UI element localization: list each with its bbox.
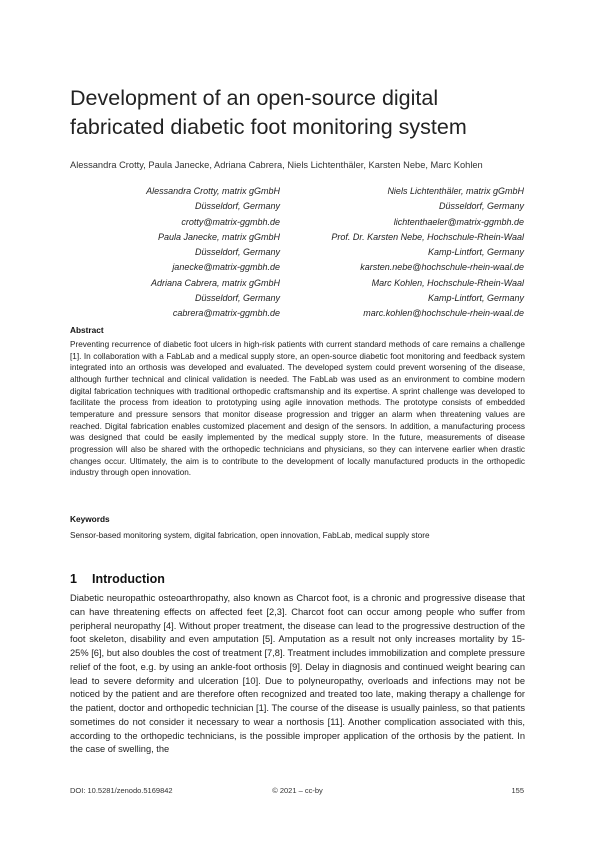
page-number: 155 (511, 786, 524, 795)
author-list: Alessandra Crotty, Paula Janecke, Adriana Cabrera, Niels Lichtenthäler, Karsten Nebe, Marc Kohlen (70, 160, 483, 170)
affiliation-city: Düsseldorf, Germany (194, 201, 280, 212)
affiliation-block (30, 230, 280, 276)
affiliation-name: Prof. Dr. Karsten Nebe, Hochschule-Rhein-Waal (331, 231, 524, 242)
footer-license: © 2021 – cc-by (272, 786, 323, 795)
keywords-body: Sensor-based monitoring system, digital fabrication, open innovation, FabLab, medical supply store (70, 531, 430, 540)
affiliations-right (274, 184, 524, 322)
footer-doi[interactable]: DOI: 10.5281/zenodo.5169842 (70, 786, 173, 795)
affiliation-city: Kamp-Lintfort, Germany (427, 247, 524, 258)
affiliation-email[interactable]: marc.kohlen@hochschule-rhein-waal.de (363, 308, 524, 319)
introduction-body: Diabetic neuropathic osteoarthropathy, also known as Charcot foot, is a chronic and progressive disease that can have threatening effects on affected feet [2,3]. Charcot foot can occur among people who suffer from peripheral neuropathy [4]. Without proper treatment, the disease can lead to the progressive destruction of the foot skeleton, disability and even amputation [5]. Amputation as a result not only increases mortality by 15-25% [6], but also doubles the cost of treatment [7,8]. Treatment includes immobilization and complete pressure relief of the foot, e.g. by using an ankle-foot orthosis [9]. Delay in diagnosis and continued weight bearing can lead to severe deformity and ulceration [10]. Due to polyneuropathy, overloads and infections may not be noticed by the patient and are therefore often recognized and treated too late, making therapy a challenge for the patient, doctor and orthopedic technician [1]. The course of the disease is usually painless, so that patients sometimes do not consider it necessary to wear a northosis [11]. Another complication associated with this, according to the orthopedic technicians, is the possible improper application of the orthosis by the patient. In the case of swelling, the (70, 593, 525, 755)
affiliation-city: Düsseldorf, Germany (194, 293, 280, 304)
affiliation-name: Alessandra Crotty, matrix gGmbH (146, 186, 280, 196)
affiliation-block (274, 276, 524, 322)
affiliation-email[interactable]: lichtenthaeler@matrix-ggmbh.de (393, 216, 524, 227)
affiliation-email[interactable]: cabrera@matrix-ggmbh.de (172, 308, 280, 319)
affiliation-block (30, 184, 280, 230)
affiliations-left (30, 184, 280, 322)
affiliation-email[interactable]: karsten.nebe@hochschule-rhein-waal.de (360, 262, 524, 273)
section-title: Introduction (92, 572, 165, 586)
affiliation-name: Adriana Cabrera, matrix gGmbH (150, 277, 280, 288)
affiliation-block (274, 184, 524, 230)
abstract-body: Preventing recurrence of diabetic foot ulcers in high-risk patients with current standard methods of care remains a challenge [1]. In collaboration with a FabLab and a medical supply store, an open-source diabetic foot monitoring and feedback system integrated into an orthosis was developed and evaluated. The developed system could prevent worsening of the disease, although further technical and clinical validation is needed. The FabLab was used as an environment to combine modern digital fabrication techniques with traditional orthopedic craftsmanship and its expertise. A sprint challenge was developed to facilitate the process from ideation to prototyping using agile innovation methods. The prototype consists of embedded temperature and pressure sensors that monitor disease progression and trigger an alarm when threatening values are reached. Digital fabrication enables customized placement and design of the sensors. In addition, a manufacturing process was designed that could be easily implemented by the medical supply store. In the future, measurements of disease progression will also be shared with the orthopedic technicians and physicians, so they can intervene earlier when drastic changes occur. Ultimately, the aim is to contribute to the development of locally manufactured products in the orthopedic industry through open innovation. (70, 340, 525, 478)
affiliation-name: Paula Janecke, matrix gGmbH (157, 231, 280, 242)
keywords-heading: Keywords (70, 514, 110, 524)
affiliation-block (30, 276, 280, 322)
affiliation-city: Düsseldorf, Germany (438, 201, 524, 212)
affiliation-block (274, 230, 524, 276)
affiliation-name: Marc Kohlen, Hochschule-Rhein-Waal (371, 277, 524, 288)
section-number: 1 (70, 572, 77, 586)
affiliation-city: Kamp-Lintfort, Germany (427, 293, 524, 304)
affiliation-email[interactable]: janecke@matrix-ggmbh.de (172, 262, 280, 273)
affiliation-name: Niels Lichtenthäler, matrix gGmbH (387, 186, 524, 196)
affiliation-city: Düsseldorf, Germany (194, 247, 280, 258)
abstract-heading: Abstract (70, 325, 104, 335)
affiliation-email[interactable]: crotty@matrix-ggmbh.de (181, 216, 280, 227)
section-heading-introduction (70, 572, 165, 586)
paper-title: Development of an open-source digital fabricated diabetic foot monitoring system (70, 86, 467, 139)
